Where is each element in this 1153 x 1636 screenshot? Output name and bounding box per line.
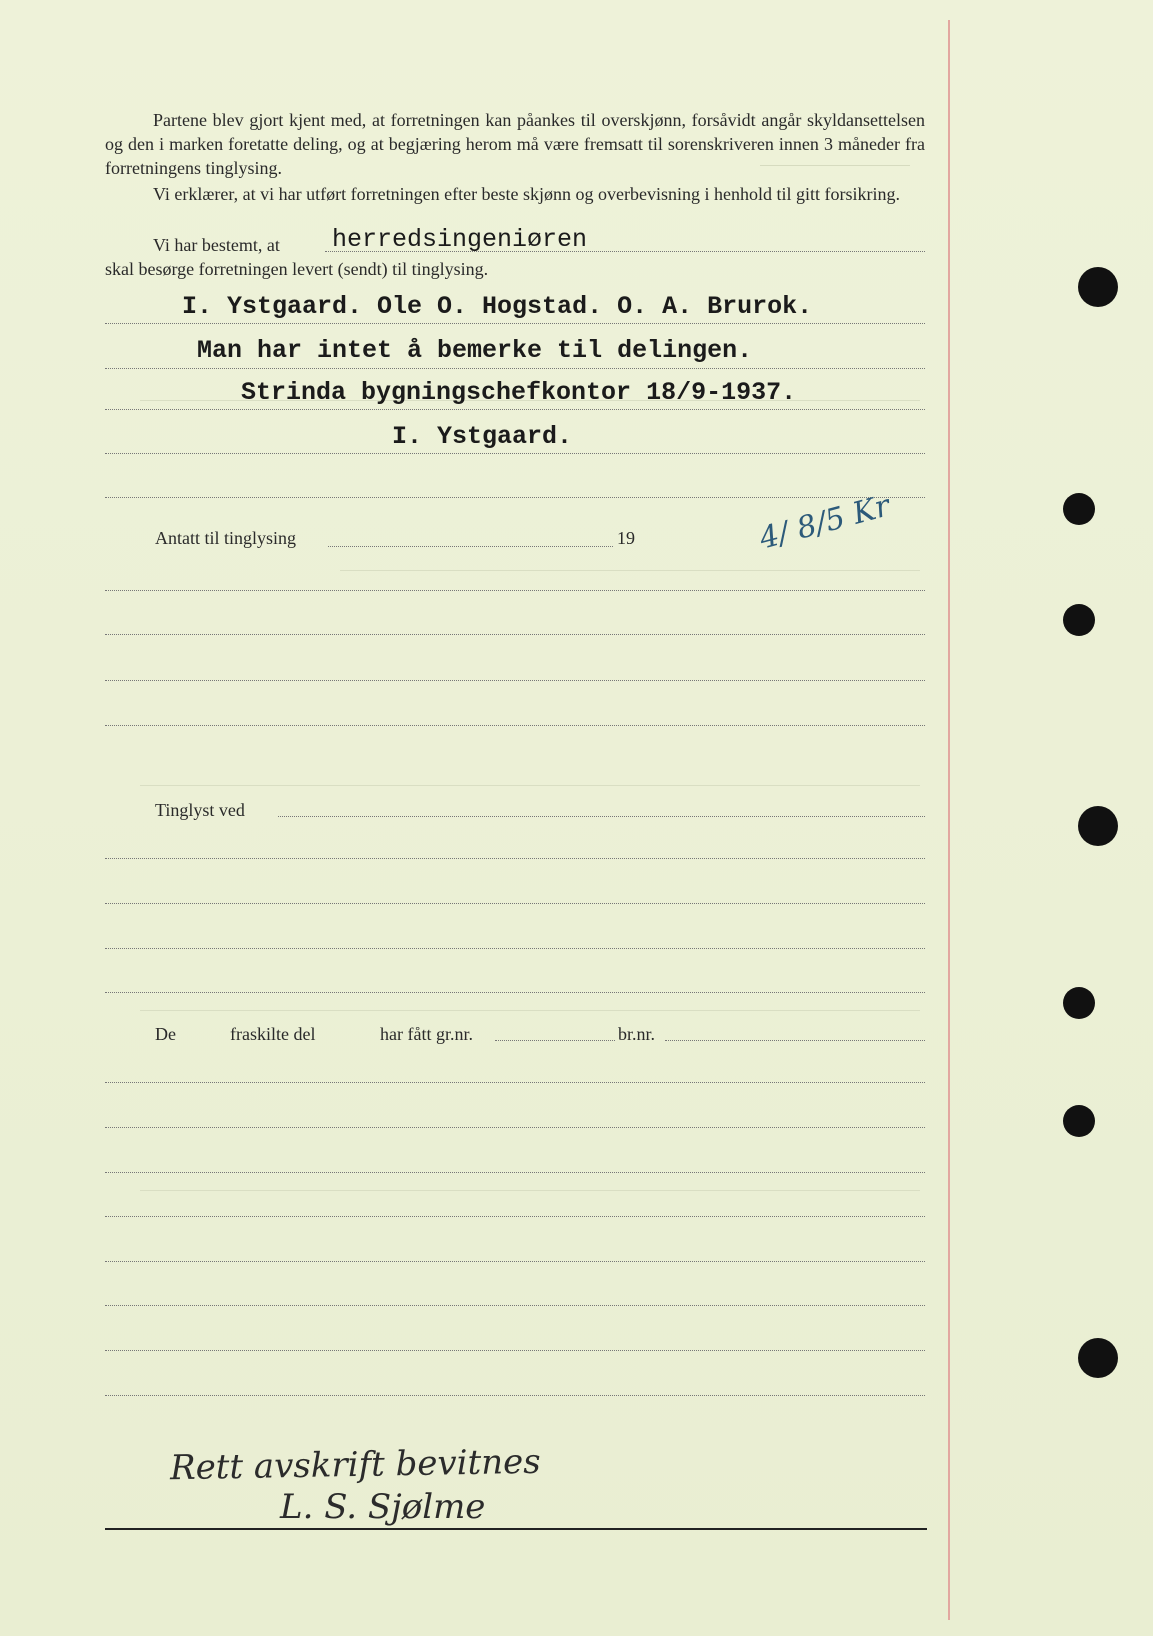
bestemt-label: Vi har bestemt, at (153, 235, 280, 255)
dotted-line (105, 453, 925, 454)
bestemt-dotted-line (325, 251, 925, 252)
bleed-through-mark (140, 1180, 920, 1191)
punch-hole-icon (1063, 987, 1095, 1019)
dotted-line (105, 323, 925, 324)
red-margin-line (948, 20, 950, 1620)
dotted-line (105, 903, 925, 904)
tinglyst-dotted-line (278, 816, 925, 817)
bleed-through-mark (340, 560, 920, 571)
punch-hole-icon (1078, 806, 1118, 846)
notice-paragraph: Partene blev gjort kjent med, at forretningen kan påankes til overskjønn, forsåvidt angår skyldansettelsen og den i marken foretatte deling, og at begjæring herom må være fremsatt til sorenskriveren innen 3 måneder fra forretningens tinglysing. (105, 110, 925, 178)
attestation-signature: L. S. Sjølme (280, 1487, 486, 1527)
dotted-line (105, 1216, 925, 1217)
typed-remark-line: Man har intet å bemerke til delingen. (197, 336, 753, 365)
dotted-line (105, 1127, 925, 1128)
antatt-dotted-line (328, 546, 613, 547)
antatt-year-prefix: 19 (617, 528, 635, 548)
declaration-paragraph: Vi erklærer, at vi har utført forretningen efter beste skjønn og overbevisning i henhold til gitt forsikring. (153, 184, 901, 204)
dotted-line (105, 497, 925, 498)
dotted-line (105, 1395, 925, 1396)
punch-hole-icon (1063, 604, 1095, 636)
dotted-line (105, 858, 925, 859)
antatt-label: Antatt til tinglysing (155, 528, 297, 548)
punch-hole-icon (1078, 1338, 1118, 1378)
dotted-line (105, 948, 925, 949)
dotted-line (105, 1350, 925, 1351)
tinglyst-label: Tinglyst ved (155, 800, 245, 820)
dotted-line (105, 590, 925, 591)
dotted-line (105, 1082, 925, 1083)
dotted-line (105, 634, 925, 635)
attestation-handwriting: Rett avskrift bevitnes (169, 1441, 541, 1489)
dotted-line (105, 1305, 925, 1306)
dotted-line (105, 1261, 925, 1262)
bestemt-value: herredsingeniøren (332, 225, 588, 254)
bestemt-after-text: skal besørge forretningen levert (sendt) til tinglysing. (105, 259, 489, 279)
brnr-dotted-line (665, 1040, 925, 1041)
typed-signed-line: I. Ystgaard. (392, 422, 573, 451)
punch-hole-icon (1063, 1105, 1095, 1137)
grnr-dotted-line (495, 1040, 615, 1041)
dotted-line (105, 992, 925, 993)
brnr-label: br.nr. (618, 1024, 656, 1044)
dotted-line (105, 409, 925, 410)
dotted-line (105, 725, 925, 726)
bleed-through-mark (140, 775, 920, 786)
typed-office-line: Strinda bygningschefkontor 18/9-1937. (241, 378, 797, 407)
dotted-line (105, 1172, 925, 1173)
bleed-through-mark (140, 1000, 920, 1011)
handwritten-fee-note: 4/ 8/5 Kr (755, 488, 894, 557)
fraskilte-label: fraskilte del (230, 1024, 316, 1044)
fraskilte-de: De (155, 1024, 176, 1044)
grnr-label: har fått gr.nr. (380, 1024, 473, 1044)
signature-rule (105, 1528, 927, 1530)
dotted-line (105, 680, 925, 681)
dotted-line (105, 368, 925, 369)
punch-hole-icon (1078, 267, 1118, 307)
punch-hole-icon (1063, 493, 1095, 525)
typed-names-line: I. Ystgaard. Ole O. Hogstad. O. A. Brurok. (182, 292, 813, 321)
